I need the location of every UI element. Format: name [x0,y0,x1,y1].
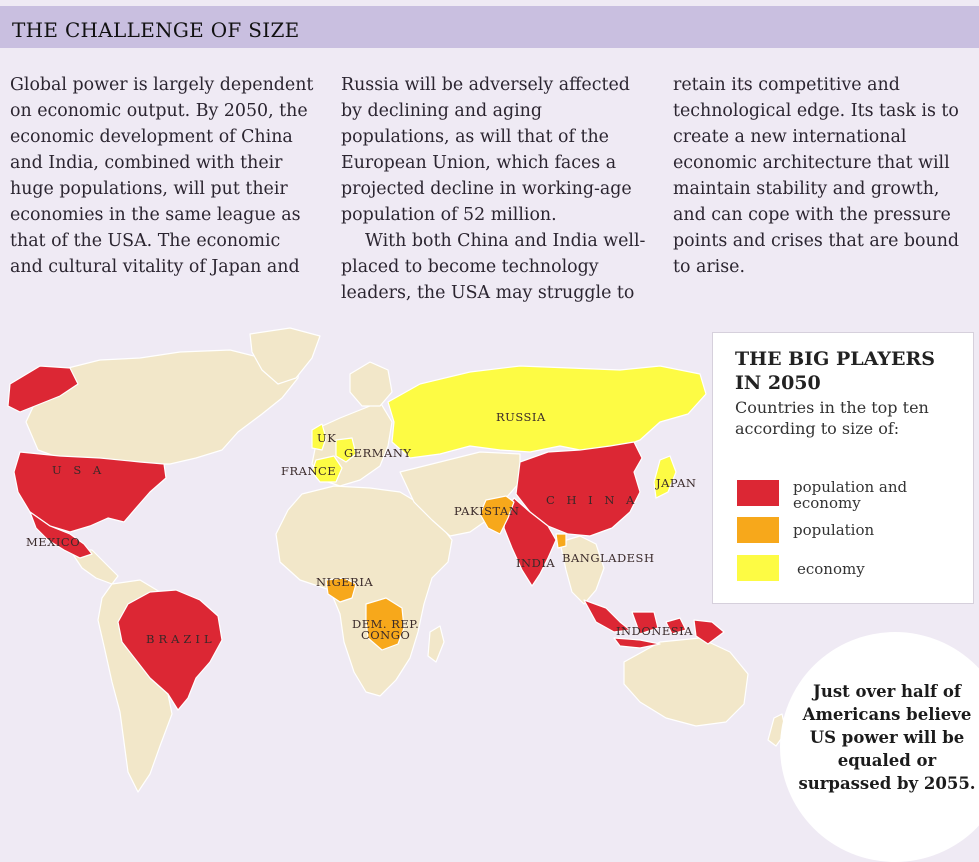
callout-text: Just over half of Americans believe US power will be equaled or surpassed by 2055. [798,682,976,793]
legend-title: THE BIG PLAYERS IN 2050 [735,348,935,394]
legend-swatch-population [737,517,779,543]
legend-swatch-population-and-economy [737,480,779,506]
legend-label-population: population [793,521,875,539]
map-label-russia: RUSSIA [496,410,546,424]
africa-shape [276,486,452,696]
legend-subtitle: Countries in the top ten according to size of: [735,398,929,438]
intro-paragraph-2: Russia will be adversely affected by declining and aging populations, as will that of the European Union, which faces a projected decline in working-age population of 52 million. [341,75,632,225]
southeast-asia-shape [560,536,604,604]
map-label-uk: UK [317,431,337,445]
map-label-pakistan: PAKISTAN [454,504,520,518]
intro-paragraph-3: With both China and India well-placed to become technology leaders, the USA may struggle to [341,231,646,303]
map-label-usa: U S A [52,463,106,477]
australia-shape [624,638,748,726]
map-label-france: FRANCE [281,464,337,478]
section-title: THE CHALLENGE OF SIZE [12,18,300,42]
map-label-japan: JAPAN [656,476,697,490]
map-label-bangladesh: BANGLADESH [562,551,655,565]
intro-paragraph-1: Global power is largely dependent on economic output. By 2050, the economic development of China and India, combined with their huge populations, will put their economies in the same league as that of the USA. The economic and cultural vitality of Japan and [10,75,314,277]
madagascar-shape [428,626,444,662]
map-label-indonesia: INDONESIA [616,624,693,638]
intro-column-2 [341,72,651,306]
map-label-drc [352,619,419,641]
map-label-drc-line2: CONGO [360,628,411,642]
map-label-india: INDIA [516,556,556,570]
legend-label-population-and-economy: population and economy [793,478,908,512]
canada-shape [26,350,300,464]
map-label-china: C H I N A [546,493,639,507]
map-label-germany: GERMANY [344,446,412,460]
section-header [0,6,979,48]
intro-column-3 [673,72,973,280]
map-label-nigeria: NIGERIA [316,575,374,589]
map-label-mexico: MEXICO [26,535,81,549]
map-legend [712,332,974,604]
legend-label-economy: economy [797,560,865,578]
intro-paragraph-4: retain its competitive and technological edge. Its task is to create a new international economic architecture that will maintain stability and growth, and can cope with the pressure points and crises that are bound to arise. [673,75,960,277]
legend-swatch-economy [737,555,779,581]
russia-shape [388,366,706,458]
intro-column-1 [10,72,315,280]
bangladesh-shape [556,534,566,548]
scandinavia-shape [350,362,392,406]
map-label-brazil: BRAZIL [146,632,216,646]
map-label-drc-line1: DEM. REP. [352,617,420,631]
